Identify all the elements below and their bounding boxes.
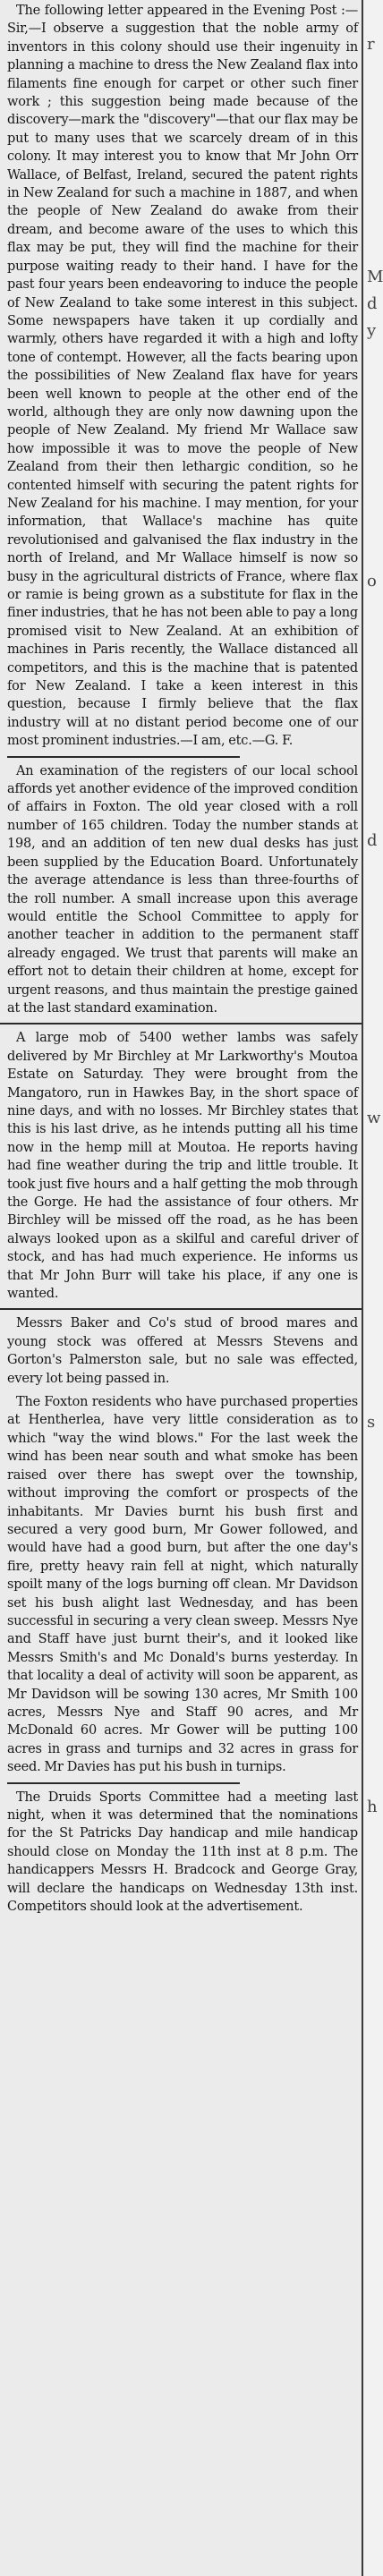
- margin-fragment: r: [367, 35, 375, 54]
- margin-fragment: w: [367, 1109, 381, 1127]
- article-school-registers: [7, 762, 358, 1018]
- article-druids-sports: [7, 1789, 358, 1917]
- margin-fragment: o: [367, 572, 377, 591]
- article-flax-letter: [7, 2, 358, 751]
- margin-fragment: d: [367, 831, 378, 850]
- article-stock-sale: [7, 1314, 358, 1388]
- margin-fragment: s: [367, 1413, 376, 1432]
- section-divider: [0, 1023, 367, 1024]
- adjacent-column-edge: [362, 0, 383, 2576]
- article-paragraph: Messrs Baker and Co's stud of brood mares and young stock was offered at Messrs Stevens and Gorton's Palmerston sale, but no sale was effected, every lot being passed in.: [7, 1316, 358, 1386]
- article-paragraph: The following letter appeared in the Evening Post :—Sir,—I observe a suggestion that the noble army of inventors in this colony should use their ingenuity in planning a machine to dress the New Zealand flax into filaments fine enough for carpet or other such finer work ; this suggestion being made because of the discovery—mark the "discovery"—that our flax may be put to many uses that we scarcely dream of in this colony. It may interest you to know that Mr John Orr Wallace, of Belfast, Ireland, secured the patent rights in New Zealand for such a machine in 1887, and when the people of New Zealand do awake from their dream, and become aware of the uses to which this flax may be put, they will find the machine for their purpose waiting ready to their hand. I have for the past four years been endeavoring to induce the people of New Zealand to take some interest in this subject. Some newspapers have taken it up cordially and warmly, others have regarded it with a high and lofty tone of contempt. However, all the facts bearing upon the possibilities of New Zealand flax have for years been well known to people at the other end of the world, although they are only now dawning upon the people of New Zealand. My friend Mr Wallace saw how impossible it was to move the people of New Zealand from their then lethargic condition, so he contented himself with securing the patent rights for New Zealand for his machine. I may mention, for your information, that Wallace's machine has quite revolutionised and galvanised the flax industry in the north of Ireland, and Mr Wallace himself is now so busy in the agricultural districts of France, where flax or ramie is being grown as a substitute for flax in the finer industries, that he has not been able to pay a long promised visit to New Zealand. At an exhibition of machines in Paris recently, the Wallace distanced all competitors, and this is the machine that is patented for New Zealand. I take a keen interest in this question, because I firmly believe that the flax industry will at no distant period become one of our most prominent industries.—I am, etc.—G. F.: [7, 4, 358, 749]
- section-divider: [7, 756, 240, 758]
- article-paragraph: An examination of the registers of our local school affords yet another evidence of the improved condition of affairs in Foxton. The old year closed with a roll number of 165 children. Today the number stands at 198, and an addition of ten new dual desks has just been supplied by the Education Board. Unfortunately the average attendance is less than three-fourths of the roll number. A small increase upon this average would entitle the School Committee to apply for another teacher in addition to the permanent staff already engaged. We trust that parents will make an effort not to detain their children at home, except for urgent reasons, and thus maintain the prestige gained at the last standard examination.: [7, 763, 358, 1016]
- article-paragraph: The Druids Sports Committee had a meeting last night, when it was determined that the nominations for the St Patricks Day handicap and mile handicap should close on Monday the 11th inst at 8 p.m. The handicappers Messrs H. Bradcock and George Gray, will declare the handicaps on Wednesday 13th inst. Competitors should look at the advertisement.: [7, 1790, 358, 1915]
- margin-fragment: h: [367, 1798, 378, 1816]
- section-divider: [0, 1308, 367, 1310]
- article-paragraph: The Foxton residents who have purchased properties at Hentherlea, have very little consideration as to which "way the wind blows." For the last week the wind has been near south and what smoke has been raised over there has swept over the township, without improving the comfort or prospects of the inhabitants. Mr Davies burnt his bush first and secured a very good burn, Mr Gower followed, and would have had a good burn, but after the one day's fire, pretty heavy rain fell at night, which naturally spoilt many of the logs burning off clean. Mr Davidson set his bush alight last Wednesday, and has been successful in securing a very clean sweep. Messrs Nye and Staff have just burnt their's, and it looked like Messrs Smith's and Mc Donald's burns yesterday. In that locality a deal of activity will soon be apparent, as Mr Davidson will be sowing 130 acres, Mr Smith 100 acres, Messrs Nye and Staff 90 acres, and Mr McDonald 60 acres. Mr Gower will be putting 100 acres in grass and turnips and 32 acres in grass for seed. Mr Davies has put his bush in turnips.: [7, 1395, 358, 1775]
- article-bush-fires: [7, 1393, 358, 1777]
- margin-fragment: y: [367, 321, 377, 340]
- article-paragraph: A large mob of 5400 wether lambs was safely delivered by Mr Birchley at Mr Larkworthy's Moutoa Estate on Saturday. They were brought from the Mangatoro, run in Hawkes Bay, in the short space of nine days, and with no losses. Mr Birchley states that this is his last drive, as he intends putting all his time now in the hemp mill at Moutoa. He reports having had fine weather during the trip and little trouble. It took just five hours and a half getting the mob through the Gorge. He had the assistance of four others. Mr Birchley will be missed off the road, as he has been always looked upon as a skilful and careful driver of stock, and has had much experience. He informs us that Mr John Burr will take his place, if any one is wanted.: [7, 1031, 358, 1302]
- article-wether-lambs: [7, 1029, 358, 1303]
- margin-fragment: d: [367, 294, 378, 313]
- section-divider: [7, 1782, 240, 1784]
- margin-fragment: M: [367, 268, 383, 286]
